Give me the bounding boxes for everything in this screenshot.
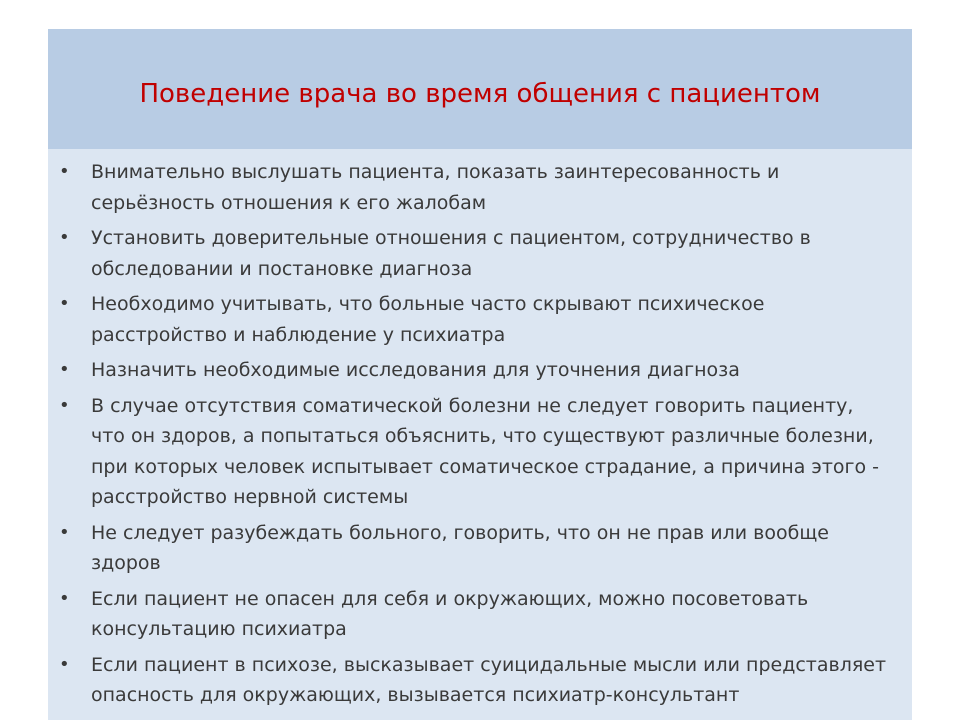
bullet-icon: •: [59, 161, 70, 182]
bullet-text: В случае отсутствия соматической болезни не следует говорить пациенту, что он здоров, а попытаться объяснить, что существуют различные болезни, при которых человек испытывает соматическое страдание, а причина этого - расстройство нервной системы: [91, 394, 880, 508]
bullet-icon: •: [59, 521, 70, 543]
bullet-icon: •: [59, 394, 70, 416]
list-item: [48, 289, 912, 350]
bullet-text: Не следует разубеждать больного, говорить, что он не прав или вообще здоров: [91, 521, 829, 574]
list-item: [48, 157, 912, 218]
list-item: [48, 223, 912, 284]
list-item: [48, 355, 912, 386]
bullet-text: Если пациент не опасен для себя и окружающих, можно посоветовать консультацию психиатра: [91, 587, 809, 640]
bullet-icon: •: [59, 227, 70, 248]
list-item: [48, 391, 912, 513]
title-band: [48, 29, 912, 149]
bullet-text: Если пациент в психозе, высказывает суицидальные мысли или представляет опасность для окружающих, вызывается психиатр-консультант: [91, 653, 887, 706]
bullet-text: Внимательно выслушать пациента, показать заинтересованность и серьёзность отношения к его жалобам: [91, 161, 780, 214]
list-item: [48, 518, 912, 579]
bullet-icon: •: [59, 653, 70, 675]
bullet-text: Установить доверительные отношения с пациентом, сотрудничество в обследовании и постановке диагноза: [91, 227, 811, 280]
bullet-icon: •: [59, 587, 70, 609]
slide-title: Поведение врача во время общения с пациентом: [139, 79, 821, 109]
bullet-icon: •: [59, 359, 70, 380]
list-item: [48, 584, 912, 645]
bullet-icon: •: [59, 293, 70, 314]
content-band: [48, 149, 912, 720]
bullet-list: [48, 157, 912, 716]
list-item: [48, 650, 912, 711]
bullet-text: Назначить необходимые исследования для уточнения диагноза: [91, 359, 740, 381]
bullet-text: Необходимо учитывать, что больные часто скрывают психическое расстройство и наблюдение у психиатра: [91, 293, 765, 346]
